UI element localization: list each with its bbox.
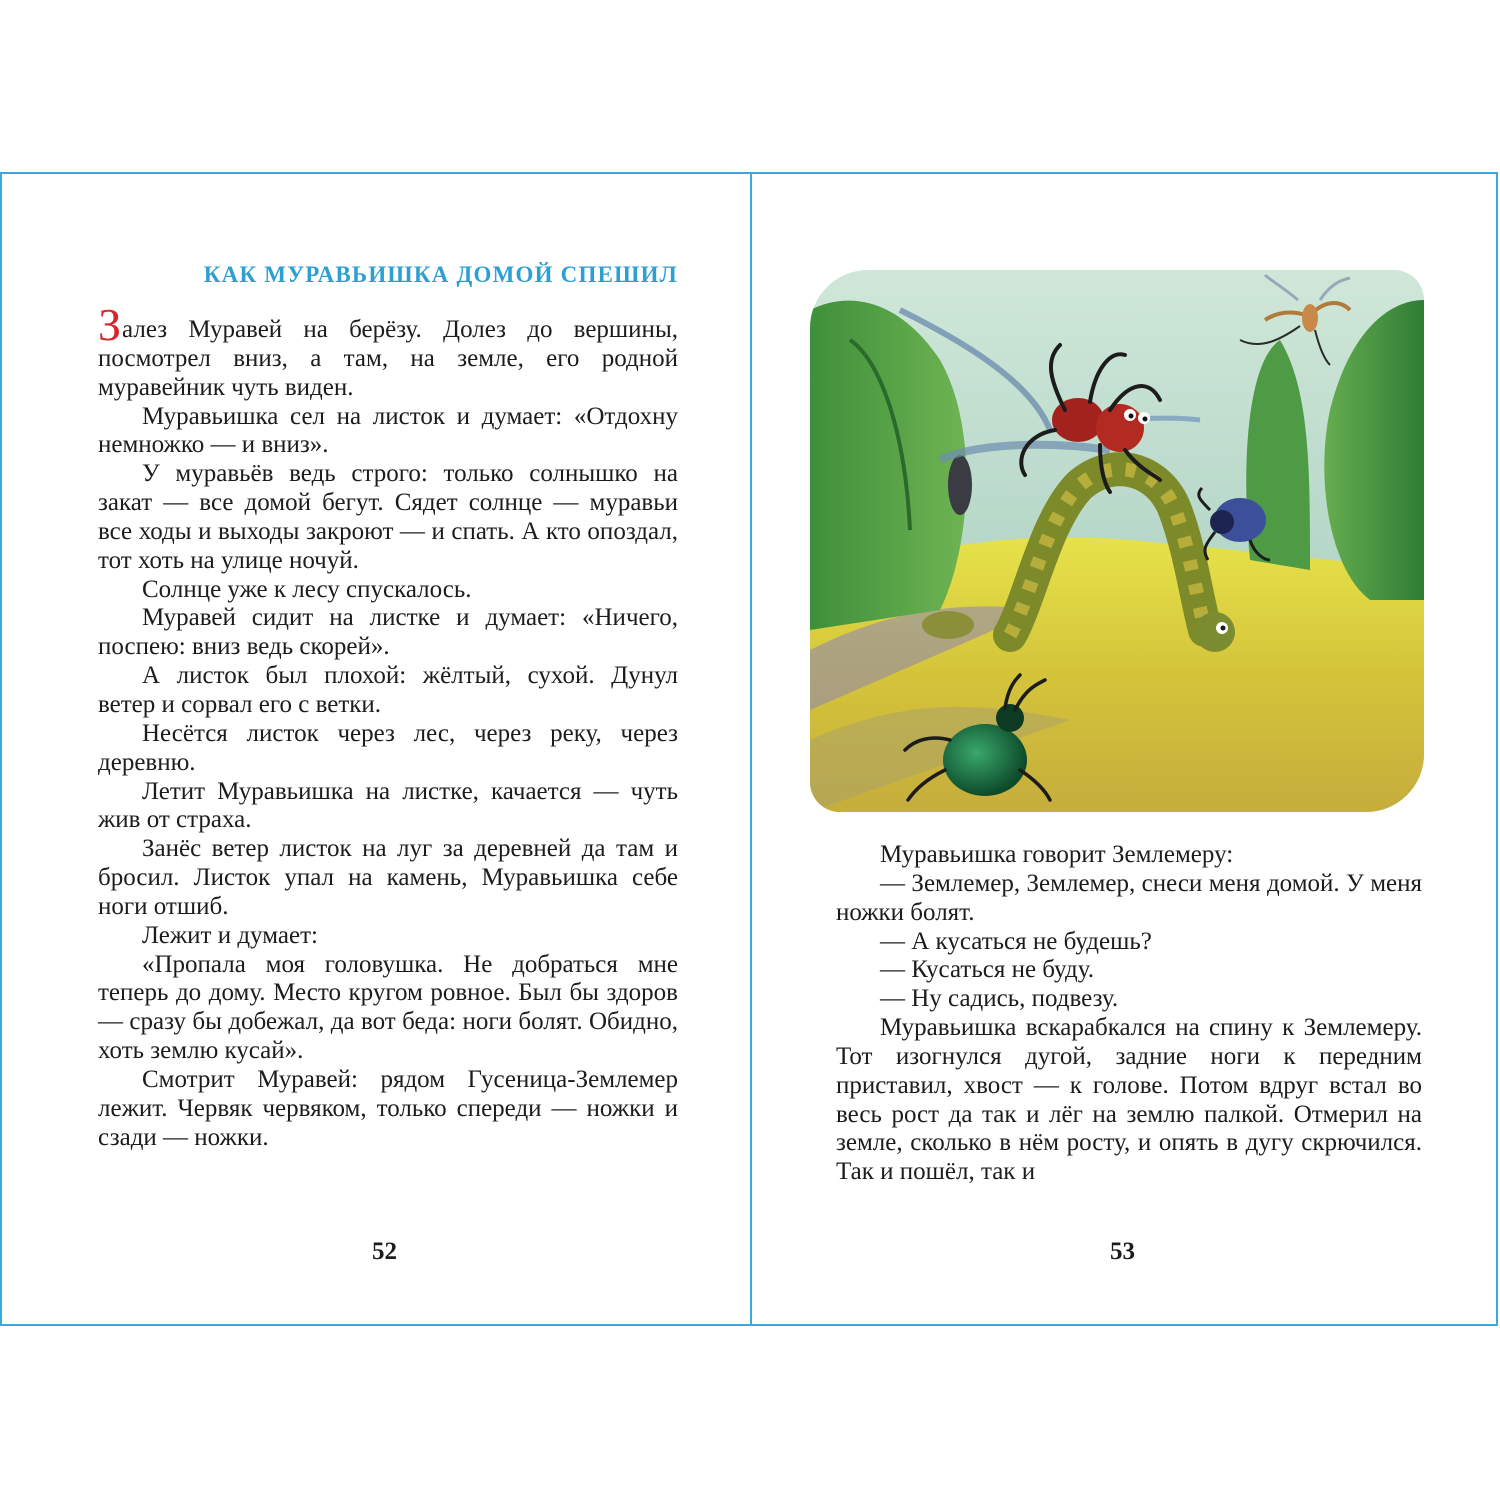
- paragraph: «Пропала моя головушка. Не добраться мне теперь до дому. Место кругом ровное. Был бы здоров — сразу бы добежал, да вот беда: ноги болят. Обидно, хоть землю кусай».: [98, 950, 678, 1065]
- left-page-text: [98, 299, 678, 1152]
- paragraph: Муравьишка вскарабкался на спину к Землемеру. Тот изогнулся дугой, задние ноги к передним приставил, хвост — к голове. Потом вдруг встал во весь рост да так и лёг на землю палкой. Отмерил на земле, сколько в нём росту, и опять в дугу скрючился. Так и пошёл, так и: [836, 1014, 1422, 1186]
- illustration-caterpillar-and-ant: [810, 270, 1424, 812]
- page-number: 53: [1110, 1238, 1135, 1265]
- paragraph: Муравьишка говорит Землемеру:: [880, 841, 1234, 868]
- paragraph: Муравьишка сел на листок и думает: «Отдохну немножко — и вниз».: [98, 402, 678, 459]
- paragraph: Солнце уже к лесу спускалось.: [142, 575, 472, 603]
- paragraph: — Кусаться не буду.: [880, 956, 1094, 984]
- page-number: 52: [372, 1238, 397, 1265]
- paragraph: Занёс ветер листок на луг за деревней да там и бросил. Листок упал на камень, Муравьишка себе ноги отшиб.: [98, 835, 678, 920]
- chapter-title: КАК МУРАВЬИШКА ДОМОЙ СПЕШИЛ: [203, 262, 678, 287]
- paragraph: Муравей сидит на листке и думает: «Ничего, поспею: вниз ведь скорей».: [98, 604, 678, 661]
- drop-cap: З: [98, 299, 122, 350]
- paragraph: — Землемер, Землемер, снеси меня домой. У меня ножки болят.: [836, 869, 1422, 926]
- paragraph: А листок был плохой: жёлтый, сухой. Дунул ветер и сорвал его с ветки.: [98, 662, 678, 718]
- right-page: [752, 174, 1498, 1324]
- paragraph: Лежит и думает:: [142, 921, 318, 949]
- left-page: [2, 174, 750, 1324]
- right-page-text: [836, 841, 1422, 1187]
- paragraph: — Ну садись, подвезу.: [880, 985, 1119, 1013]
- paragraph: — А кусаться не будешь?: [880, 927, 1152, 955]
- book-spread: [0, 172, 1498, 1326]
- illustration-image: [810, 270, 1424, 812]
- paragraph: У муравьёв ведь строго: только солнышко на закат — все домой бегут. Сядет солнце — муравьи все ходы и выходы закроют — и спать. А кто опоздал, тот хоть на улице ночуй.: [98, 460, 678, 574]
- paragraph: Несётся листок через лес, через реку, через деревню.: [98, 719, 678, 776]
- paragraph: Летит Муравьишка на листке, качается — чуть жив от страха.: [98, 777, 678, 834]
- paragraph: Залез Муравей на берёзу. Долез до вершины, посмотрел вниз, а там, на земле, его родной муравейник чуть виден.: [98, 299, 678, 401]
- paragraph: Смотрит Муравей: рядом Гусеница-Землемер лежит. Червяк червяком, только спереди — ножки и сзади — ножки.: [98, 1065, 678, 1151]
